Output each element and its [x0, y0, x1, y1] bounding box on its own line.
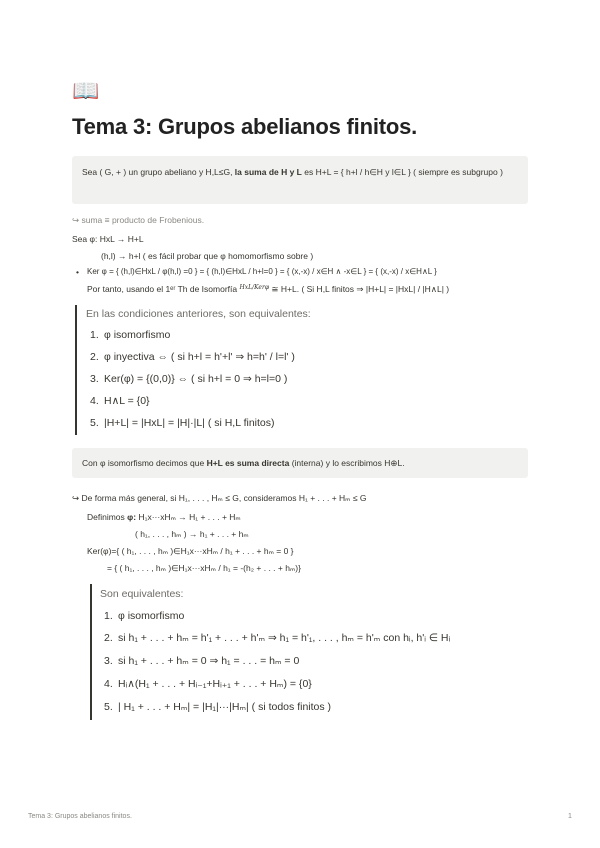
- quote1-item: [90, 417, 275, 429]
- ker-general-line: Ker(φ)={ ( h₁, . . . , hₘ )∈H₁x···xHₘ / h₁ + . . . + hₘ = 0 }: [87, 546, 294, 556]
- item-number: 4.: [90, 395, 99, 407]
- quote2-item: [104, 610, 184, 622]
- callout2-text-pre: Con φ isomorfismo decimos que: [82, 458, 207, 468]
- item-text: Hᵢ∧(H₁ + . . . + Hᵢ₋₁+Hᵢ₊₁ + . . . + Hₘ) = {0}: [118, 678, 312, 690]
- footer-title: Tema 3: Grupos abelianos finitos.: [28, 813, 132, 820]
- quote1-item: [90, 351, 295, 363]
- quote1-item: [90, 395, 150, 407]
- quote2-item: [104, 678, 312, 690]
- quote2-item: [104, 655, 299, 667]
- isomorfia-line: [87, 283, 449, 297]
- quote2-heading: Son equivalentes:: [100, 588, 184, 600]
- page-number: 1: [568, 813, 572, 820]
- item-text: H∧L = {0}: [104, 395, 150, 407]
- definimos-post: H₁x···xHₘ → H₁ + . . . + Hₘ: [136, 512, 241, 522]
- ker-bullet-line: Ker φ = { (h,l)∈HxL / φ(h,l) =0 } = { (h,l)∈HxL / h+l=0 } = { (x,-x) / x∈H ∧ -x∈L } = { (x,-x) / x∈H∧L }: [87, 267, 437, 276]
- ker-general-line-2: = { ( h₁, . . . , hₘ )∈H₁x···xHₘ / h₁ = -(h₂ + . . . + hₘ)}: [107, 563, 301, 573]
- item-text: si h₁ + . . . + hₘ = 0 ⇒ h₁ = . . . = hₘ = 0: [118, 655, 300, 667]
- item-number: 1.: [90, 329, 99, 341]
- equivalences-quote-1: [75, 305, 77, 435]
- sea-line: Sea φ: HxL → H+L: [72, 234, 144, 244]
- item-number: 1.: [104, 610, 113, 622]
- equivalences-quote-2: [90, 584, 92, 720]
- item-number: 5.: [90, 417, 99, 429]
- quote2-item: [104, 701, 331, 713]
- definition-callout: [72, 156, 528, 204]
- isomorfia-post: ≅ H+L. ( Si H,L finitos ⇒ |H+L| = |HxL| / |H∧L| ): [269, 284, 450, 294]
- item-number: 2.: [90, 351, 99, 363]
- definimos-pre: Definimos: [87, 512, 128, 522]
- page-title: Tema 3: Grupos abelianos finitos.: [72, 114, 418, 139]
- item-number: 3.: [90, 373, 99, 385]
- callout2-text-post: (interna) y lo escribimos H⊕L.: [289, 458, 405, 468]
- item-text: | H₁ + . . . + Hₘ| = |H₁|···|Hₘ| ( si todos finitos ): [118, 701, 332, 713]
- item-number: 2.: [104, 632, 113, 644]
- item-number: 3.: [104, 655, 113, 667]
- item-number: 4.: [104, 678, 113, 690]
- bullet-dot: •: [76, 267, 79, 277]
- open-book-icon: 📖: [72, 78, 100, 103]
- general-map-line: ( h₁, . . . , hₘ ) → h₁ + . . . + hₘ: [135, 529, 249, 539]
- callout-text-post: es H+L = { h+l / h∈H y l∈L } ( siempre es subgrupo ): [301, 167, 503, 177]
- item-text: φ isomorfismo: [118, 610, 185, 622]
- callout2-text-bold: H+L es suma directa: [206, 458, 290, 468]
- callout-text-pre: Sea ( G, + ) un grupo abeliano y H,L≤G,: [82, 167, 235, 177]
- quote1-heading: En las condiciones anteriores, son equivalentes:: [86, 308, 311, 320]
- isomorfia-pre: Por tanto, usando el 1ᵉʳ Th de Isomorfía: [87, 284, 240, 294]
- definimos-bold: φ:: [127, 512, 137, 522]
- map-line: (h,l) → h+l ( es fácil probar que φ homomorfismo sobre ): [101, 251, 314, 261]
- quote1-item: [90, 329, 170, 341]
- quote2-item: [104, 632, 450, 644]
- quote1-item: [90, 373, 287, 385]
- item-text: si h₁ + . . . + hₘ = h'₁ + . . . + h'ₘ ⇒ h₁ = h'₁, . . . , hₘ = h'ₘ con hᵢ, h'ᵢ ∈ Hᵢ: [118, 632, 451, 644]
- item-text: Ker(φ) = {(0,0)} ⇔ ( si h+l = 0 ⇒ h=l=0 ): [104, 373, 288, 385]
- quotient-fraction: HxL/Kerφ: [239, 284, 270, 291]
- item-text: φ inyectiva ⇔ ( si h+l = h'+l' ⇒ h=h' / l=l' ): [104, 351, 295, 363]
- item-text: φ isomorfismo: [104, 329, 171, 341]
- definimos-line: [87, 511, 241, 523]
- callout-text-bold: la suma de H y L: [234, 167, 302, 177]
- item-text: |H+L| = |HxL| = |H|·|L| ( si H,L finitos): [104, 417, 275, 429]
- general-line: ↪ De forma más general, si H₁, . . . , Hₘ ≤ G, consideramos H₁ + . . . + Hₘ ≤ G: [72, 493, 367, 503]
- item-number: 5.: [104, 701, 113, 713]
- direct-sum-callout: [72, 448, 528, 478]
- frobenius-note: ↪ suma ≡ producto de Frobenious.: [72, 215, 205, 225]
